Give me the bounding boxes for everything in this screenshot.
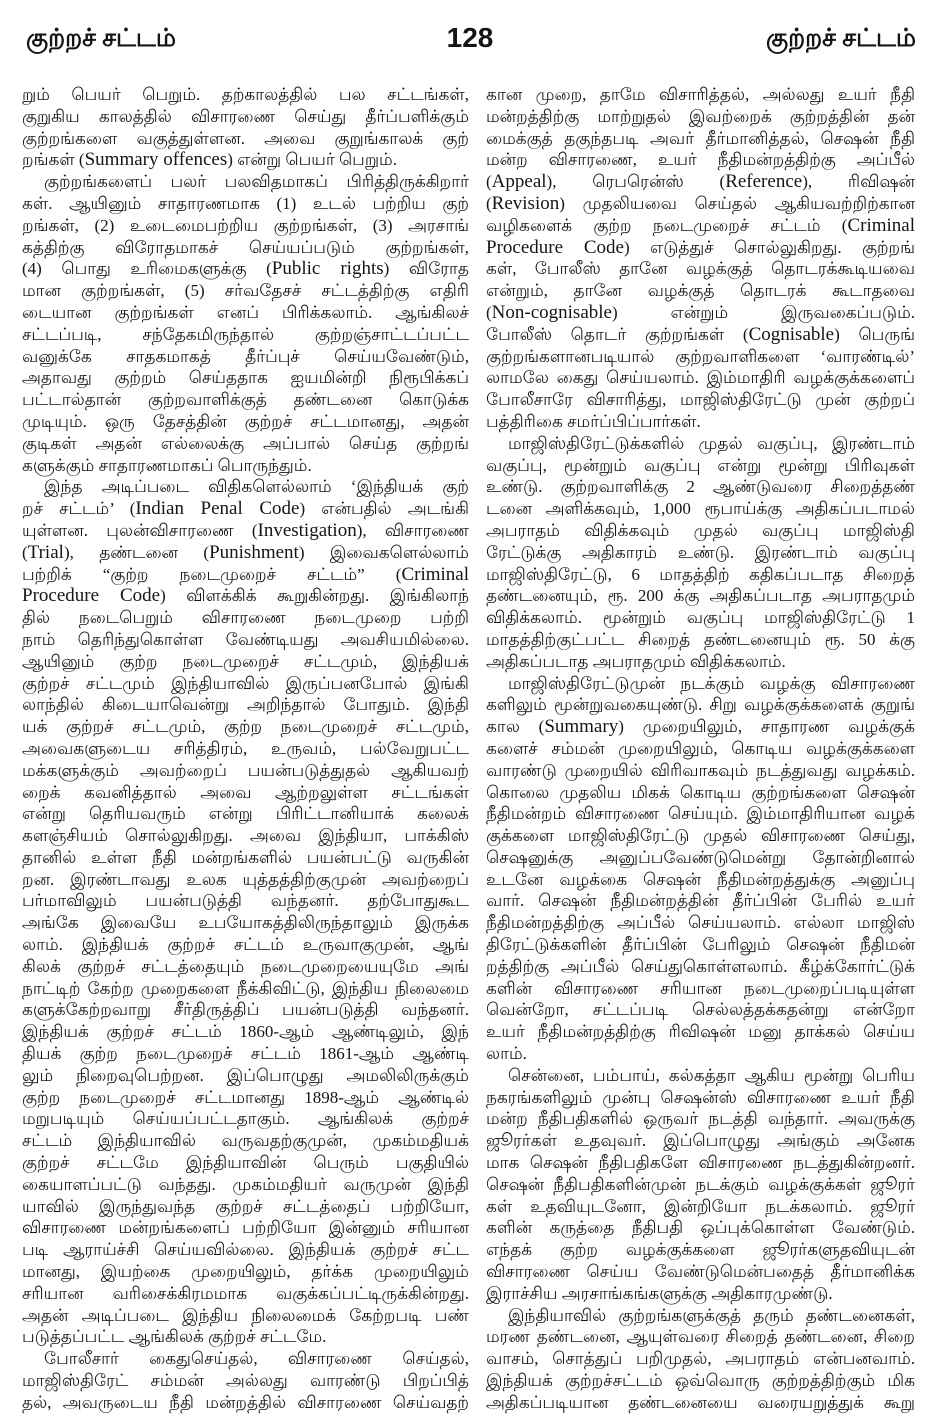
text-line: செஷனுக்கு அனுப்பவேண்டுமென்று தோன்றினால் — [486, 847, 915, 867]
text-line: செஷன் நீதிபதிகளின்முன் நடக்கும் வழக்குக்கள் ஜூரர் — [486, 1174, 915, 1194]
english-term: Revision — [491, 192, 560, 214]
text-line: உடனே வழக்கை செஷன் நீதிமன்றத்துக்கு அனுப்பு — [486, 869, 915, 889]
english-term: Criminal — [847, 214, 915, 236]
text-line: தானில் உள்ள நீதி மன்றங்களில் பயன்பட்டு வருகின் — [22, 847, 469, 867]
text-line: றங்கள் (Summary offences) என்று பெயர் பெறும். — [22, 149, 397, 171]
text-line: தில் நடைபெறும் விசாரணை நடைமுறை பற்றி — [22, 608, 469, 628]
text-line: திரேட்டுக்களின் தீர்ப்பின் பேரிலும் செஷன் நீதிமன் — [486, 935, 915, 955]
text-line: களிலும் மூன்றுவகையுண்டு. சிறு வழக்குக்களைக் குறுங் — [486, 695, 915, 715]
text-line: தண்டனையும், ரூ. 200 க்கு அதிகப்படாத அபராதமும் — [486, 586, 915, 606]
english-term: Criminal — [401, 563, 469, 585]
text-line: எந்தக் குற்ற வழக்குக்களை ஜூரர்களுதவியுடன் — [486, 1240, 915, 1260]
paragraph — [486, 1305, 915, 1414]
text-line: மான குற்றங்கள், (5) சர்வதேசச் சட்டத்திற்கு எதிரி — [22, 281, 469, 301]
english-term: Summary offences — [84, 149, 228, 171]
text-line: யாவில் இருந்துவந்த குற்றச் சட்டத்தைப் பற்றியோ, — [22, 1196, 469, 1216]
text-line: டனை அளிக்கவும், 1,000 ரூபாய்க்கு அதிகப்படாமல் — [486, 499, 915, 519]
text-line: களின் விசாரணை சரியான நடைமுறைப்படியுள்ள — [486, 978, 915, 998]
text-line: விசாரணை செய்ய வேண்டுமென்பதைத் தீர்மானிக்க — [486, 1262, 915, 1282]
text-line: மானது, இயற்கை முறையிலும், தர்க்க முறையிலும் — [22, 1262, 469, 1282]
text-line: பர்மாவிலும் பயன்படுத்தி வந்தனர். தற்போதுகூட — [22, 891, 469, 911]
english-term: Cognisable — [748, 323, 835, 345]
english-term: Non-cognisable — [491, 301, 612, 323]
text-line: யக் குற்றச் சட்டமும், குற்ற நடைமுறைச் சட்டமும், — [22, 717, 469, 737]
text-line: அதிகப்படியான தண்டனையை வரையறுத்துக் கூறு — [486, 1392, 915, 1412]
text-line: பற்றிக் “குற்ற நடைமுறைச் சட்டம்” (Criminal — [22, 563, 469, 585]
text-line: மறுபடியும் செய்யப்பட்டதாகும். ஆங்கிலக் குற்றச் — [22, 1109, 469, 1129]
english-term: Procedure Code — [22, 585, 161, 607]
text-line: மக்களுக்கும் அவற்றைப் பயன்படுத்துதல் ஆகியவற் — [22, 760, 469, 780]
text-line: நகரங்களிலும் முன்பு செஷன்ஸ் விசாரணை உயர் நீதி — [486, 1087, 915, 1107]
text-line: உண்டு. குற்றவாளிக்கு 2 ஆண்டுவரை சிறைத்தண் — [486, 477, 915, 497]
paragraph — [22, 84, 469, 171]
paragraph — [486, 673, 915, 1065]
running-title-right: குற்றச் சட்டம் — [766, 25, 916, 52]
paragraph — [486, 433, 915, 673]
text-line: என்று தெரியவரும் என்று பிரிட்டானியாக் கலைக் — [22, 804, 469, 824]
text-line: லாம். இந்தியக் குற்றச் சட்டம் உருவாகுமுன், ஆங் — [22, 935, 469, 955]
text-line: Procedure Code) விளக்கிக் கூறுகின்றது. இங்கிலாந் — [22, 585, 469, 607]
text-line: டையான குற்றங்கள் எனப் பிரிக்கலாம். ஆங்கிலச் — [22, 302, 469, 322]
text-line: கால (Summary) முறையிலும், சாதாரண வழக்குக் — [486, 716, 915, 738]
text-line: யுள்ளன. புலன்விசாரணை (Investigation), விசாரணை — [22, 519, 469, 541]
text-line: மாஜிஸ்திரேட்டுக்களில் முதல் வகுப்பு, இரண்டாம் — [508, 433, 915, 453]
text-line: அதிகப்படாத அபராதமும் விதிக்கலாம். — [486, 651, 786, 671]
text-line: கிலக் குற்றச் சட்டத்தையும் நடைமுறையையுமே அங் — [22, 956, 469, 976]
text-line: சட்டம் இந்தியாவில் வருவதற்குமுன், முகம்மதியக் — [22, 1131, 469, 1151]
text-line: தியக் குற்ற நடைமுறைச் சட்டம் 1861-ஆம் ஆண்டி — [22, 1044, 469, 1064]
text-line: களஞ்சியம் சொல்லுகிறது. அவை இந்தியா, பாக்கிஸ் — [22, 826, 469, 846]
text-line: லாம். — [486, 1044, 527, 1064]
text-line: றச் சட்டம்’ (Indian Penal Code) என்பதில் அடங்கி — [22, 498, 469, 520]
text-line: ஆயினும் குற்ற நடைமுறைச் சட்டமும், இந்தியக் — [22, 651, 469, 671]
text-line: இந்தியக் குற்றச்சட்டம் ஒவ்வொரு குற்றத்திற்கும் மிக — [486, 1371, 915, 1391]
text-line: இந்தியக் குற்றச் சட்டம் 1860-ஆம் ஆண்டிலும், இந் — [22, 1022, 469, 1042]
text-line: Procedure Code) எடுத்துச் சொல்லுகிறது. குற்றங் — [486, 236, 915, 258]
text-line: றைக் கவனித்தால் அவை ஆற்றலுள்ள சட்டங்கள் — [22, 782, 469, 802]
text-line: (Trial), தண்டனை (Punishment) இவைகளெல்லாம் — [22, 541, 469, 563]
paragraph — [486, 84, 915, 433]
text-line: குற்றங்களானபடியால் குற்றவாளிகளை ‘வாரண்டில்’ — [486, 346, 915, 366]
text-line: குறுகிய காலத்தில் விசாரணை செய்து தீர்ப்பளிக்கும் — [22, 106, 469, 126]
text-line: மன்ற விசாரணை, உயர் நீதிமன்றத்திற்கு அப்பீல் — [486, 150, 915, 170]
text-line: றங்கள், (2) உடைமைபற்றிய குற்றங்கள், (3) அரசாங் — [22, 215, 469, 235]
text-line: சட்டப்படி, சந்தேகமிருந்தால் குற்றஞ்சாட்டப்பட்ட — [22, 324, 469, 344]
page-header — [0, 0, 940, 70]
text-line: களுக்கேற்றவாறு சீர்திருத்திப் பயன்படுத்தி வந்தனர். — [22, 1000, 469, 1020]
english-term: Indian Penal Code — [135, 498, 300, 520]
page-number: 128 — [446, 22, 494, 53]
text-line: ஜூரர்கள் உதவுவர். இப்பொழுது அங்கும் அனேக — [486, 1131, 915, 1151]
text-line: மாஜிஸ்திரேட் சம்மன் அல்லது வாரண்டு பிறப்பித் — [22, 1371, 469, 1391]
text-line: சரியான வரிசைக்கிரமமாக வகுக்கப்பட்டிருக்கின்றது. — [22, 1283, 469, 1303]
text-line: மரண தண்டனை, ஆயுள்வரை சிறைத் தண்டனை, சிறை — [486, 1327, 915, 1347]
text-line: வகுப்பு, மூன்றும் வகுப்பு என்று மூன்று பிரிவுகள் — [486, 455, 915, 475]
text-line: அதாவது குற்றம் செய்ததாக ஐயமின்றி நிரூபிக்கப் — [22, 368, 469, 388]
text-line: லாந்தில் கிடையாவென்று அறிந்தால் போதும். இந்தி — [22, 695, 469, 715]
text-line: வழிகளைக் குற்ற நடைமுறைச் சட்டம் (Criminal — [486, 214, 915, 236]
text-line: நீதிமன்றத்திற்கு அப்பீல் செய்யலாம். எல்லா மாஜிஸ் — [486, 913, 915, 933]
text-line: அதன் அடிப்படை இந்திய நிலைமைக் கேற்றபடி பண் — [22, 1305, 469, 1325]
text-line: லும் நிறைவுபெற்றன. இப்பொழுது அமலிலிருக்கும் — [22, 1065, 469, 1085]
english-term: Reference — [725, 171, 803, 193]
text-line: குற்றங்களை வகுத்துள்ளன. அவை குறுங்காலக் குற் — [22, 128, 469, 148]
text-line: படுத்தப்பட்ட ஆங்கிலக் குற்றச் சட்டமே. — [22, 1327, 327, 1347]
text-line: மன்ற நீதிபதிகளில் ஒருவர் நடத்தி வந்தார். அவருக்கு — [486, 1109, 915, 1129]
text-line: களைச் சம்மன் முறையிலும், கொடிய வழக்குக்களை — [486, 738, 915, 758]
text-line: குற்றச் சட்டமும் இந்தியாவில் இருப்பனபோல் இங்கி — [22, 673, 469, 693]
text-line: தல், அவருடைய நீதி மன்றத்தில் விசாரணை செய்வதற் — [22, 1392, 469, 1412]
text-line: போலீசார் கைதுசெய்தல், விசாரணை செய்தல், — [44, 1349, 469, 1369]
running-title-left: குற்றச் சட்டம் — [26, 25, 176, 52]
text-line: கையாளப்பட்டு வந்தது. முகம்மதியர் வருமுன் இந்தி — [22, 1174, 469, 1194]
text-line: இராச்சிய அரசாங்கங்களுக்கு அதிகாரமுண்டு. — [486, 1283, 833, 1303]
paragraph — [22, 1348, 469, 1413]
text-line: வாசம், சொத்துப் பறிமுதல், அபராதம் என்பனவாம். — [486, 1349, 915, 1369]
text-line: மன்றத்திற்கு மாற்றுதல் இவற்றைக் குற்றத்தின் தன் — [486, 106, 915, 126]
text-line: கள், போலீஸ் தானே வழக்குத் தொடரக்கூடியவை — [486, 259, 915, 279]
english-term: Trial — [27, 541, 64, 563]
text-line: வாரண்டு முறையில் விரிவாகவும் நடத்துவது வழக்கம். — [486, 760, 915, 780]
text-line: போலீசாரே விசாரித்து, மாஜிஸ்திரேட்டு முன் குற்றப் — [486, 390, 915, 410]
text-line: ரேட்டுக்கு அதிகாரம் உண்டு. இரண்டாம் வகுப்பு — [486, 542, 915, 562]
text-line: மாஜிஸ்திரேட்டு, 6 மாதத்திற் கதிகப்படாத சிறைத் — [486, 564, 915, 584]
text-line: போலீஸ் தொடர் குற்றங்கள் (Cognisable) பெருங் — [486, 323, 915, 345]
text-line: விசாரணை மன்றங்களைப் பற்றியோ இன்னும் சரியான — [22, 1218, 469, 1238]
english-term: Summary — [544, 716, 619, 738]
text-line: (Appeal), ரெபரென்ஸ் (Reference), ரிவிஷன் — [486, 171, 915, 193]
text-line: அவைகளுடைய சரித்திரம், உருவம், பல்வேறுபட்ட — [22, 738, 469, 758]
text-line: என்றும், தானே வழக்குத் தொடரக் கூடாதவை — [486, 281, 915, 301]
text-line: குக்களை மாஜிஸ்திரேட்டு முதல் விசாரணை செய்து, — [486, 826, 915, 846]
text-line: சென்னை, பம்பாய், கல்கத்தா ஆகிய மூன்று பெரிய — [508, 1065, 915, 1085]
text-line: லாமலே கைது செய்யலாம். இம்மாதிரி வழக்குக்களைப் — [486, 368, 915, 388]
english-term: Public rights — [271, 258, 384, 280]
text-line: குற்றச் சட்டமே இந்தியாவின் பெரும் பகுதியில் — [22, 1153, 469, 1173]
right-text-column — [486, 84, 915, 1418]
text-line: வனுக்கே சாதகமாகத் தீர்ப்புச் செய்யவேண்டும், — [22, 346, 469, 366]
text-line: (4) பொது உரிமைகளுக்கு (Public rights) விரோத — [22, 258, 469, 280]
english-term: Investigation — [257, 519, 357, 541]
text-line: கான முறை, தாமே விசாரித்தல், அல்லது உயர் நீதி — [486, 85, 915, 104]
text-line: மைக்குத் தகுந்தபடி அவர் தீர்மானித்தல், செஷன் நீதி — [486, 128, 915, 148]
text-line: குற்ற நடைமுறைச் சட்டமானது 1898-ஆம் ஆண்டில் — [22, 1087, 469, 1107]
text-line: அங்கே இவையே உபயோகத்திலிருந்தாலும் இருக்க — [22, 913, 469, 933]
text-line: கொலை முதலிய மிகக் கொடிய குற்றங்களை செஷன் — [486, 782, 915, 802]
text-line: மாஜிஸ்திரேட்டுமுன் நடக்கும் வழக்கு விசாரணை — [508, 673, 915, 693]
paragraph — [486, 1065, 915, 1305]
text-line: களுக்கும் சாதாரணமாகப் பொருந்தும். — [22, 455, 312, 475]
text-line: நாம் தெரிந்துகொள்ள வேண்டியது அவசியமில்லை. — [22, 629, 469, 649]
text-line: நீதிமன்றம் விசாரணை செய்யும். இம்மாதிரியான வழக் — [486, 804, 915, 824]
text-line: நாட்டிற் கேற்ற முறைகளை நீக்கிவிட்டு, இந்திய நிலைமை — [22, 978, 469, 998]
text-line: கள். ஆயினும் சாதாரணமாக (1) உடல் பற்றிய குற் — [22, 193, 469, 213]
text-line: படி ஆராய்ச்சி செய்யவில்லை. இந்தியக் குற்றச் சட்ட — [22, 1240, 469, 1260]
left-text-column — [22, 84, 469, 1418]
text-line: பட்டால்தான் குற்றவாளிக்குத் தண்டனை கொடுக்க — [22, 390, 469, 410]
paragraph — [22, 171, 469, 476]
text-line: கத்திற்கு விரோதமாகச் செய்யப்படும் குற்றங்கள், — [22, 237, 469, 257]
english-term: Punishment — [209, 541, 299, 563]
text-line: (Revision) முதலியவை செய்தல் ஆகியவற்றிற்கான — [486, 192, 915, 214]
text-line: மாதத்திற்குட்பட்ட சிறைத் தண்டனையும் ரூ. 50 க்கு — [486, 629, 915, 649]
text-line: இந்தியாவில் குற்றங்களுக்குத் தரும் தண்டனைகள், — [508, 1305, 915, 1325]
text-line: களின் கருத்தை நீதிபதி ஒப்புக்கொள்ள வேண்டும். — [486, 1218, 915, 1238]
text-line: வென்றோ, சட்டப்படி செல்லத்தக்கதன்று என்றோ — [486, 1000, 915, 1020]
text-line: றத்திற்கு அப்பீல் செய்துகொள்ளலாம். கீழ்க்கோர்ட்டுக் — [486, 956, 915, 976]
text-line: அபராதம் விதிக்கவும் முதல் வகுப்பு மாஜிஸ்தி — [486, 520, 915, 540]
text-line: கள் உதவியுடனோ, இன்றியோ நடக்கலாம். ஜூரர் — [486, 1196, 915, 1216]
text-line: வார். செஷன் நீதிமன்றத்தின் தீர்ப்பின் பேரில் உயர் — [486, 891, 915, 911]
text-line: குடிகள் அதன் எல்லைக்கு அப்பால் செய்த குற்றங் — [22, 433, 469, 453]
text-line: பத்திரிகை சமர்ப்பிப்பார்கள். — [486, 411, 701, 431]
text-line: மாக செஷன் நீதிபதிகளே விசாரணை நடத்துகின்றனர். — [486, 1153, 915, 1173]
paragraph — [22, 476, 469, 1348]
text-line: குற்றங்களைப் பலர் பலவிதமாகப் பிரித்திருக்கிறார் — [44, 172, 469, 192]
text-line: விதிக்கலாம். மூன்றும் வகுப்பு மாஜிஸ்திரேட்டு 1 — [486, 608, 915, 628]
text-line: முடியும். ஒரு தேசத்தின் குற்றச் சட்டமானது, அதன் — [22, 411, 469, 431]
text-line: றன. இரண்டாவது உலக யுத்தத்திற்குமுன் அவற்றைப் — [22, 869, 469, 889]
text-line: (Non-cognisable) என்றும் இருவகைப்படும். — [486, 301, 915, 323]
text-line: இந்த அடிப்படை விதிகளெல்லாம் ‘இந்தியக் குற் — [44, 477, 469, 497]
text-line: றும் பெயர் பெறும். தற்காலத்தில் பல சட்டங்கள், — [22, 85, 469, 104]
english-term: Appeal — [491, 171, 547, 193]
text-line: உயர் நீதிமன்றத்திற்கு ரிவிஷன் மனு தாக்கல் செய்ய — [486, 1022, 915, 1042]
english-term: Procedure Code — [486, 236, 624, 258]
